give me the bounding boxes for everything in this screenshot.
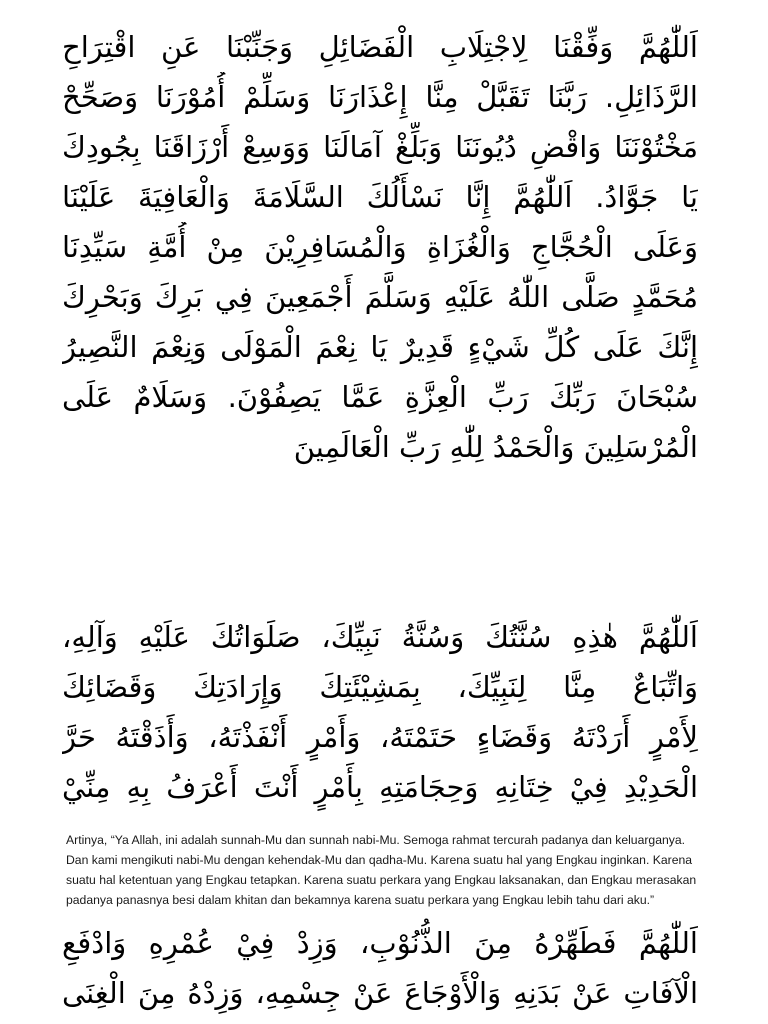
arabic-prayer-section-3: [62, 918, 698, 1018]
arabic-prayer-section-2: [62, 612, 698, 812]
arabic-line: اَللّٰهُمَّ فَطَهِّرْهُ مِنَ الذُّنُوْبِ، وَزِدْ فِيْ عُمْرِهِ وَادْفَعِ: [62, 926, 698, 960]
arabic-line: الْمُرْسَلِينَ وَالْحَمْدُ لِلّٰهِ رَبِّ الْعَالَمِينَ: [293, 430, 698, 464]
arabic-line: إِنَّكَ عَلَى كُلِّ شَيْءٍ قَدِيرٌ يَا نِعْمَ الْمَوْلَى وَنِعْمَ النَّصِيرُ: [62, 330, 698, 364]
arabic-line: مُحَمَّدٍ صَلَّى اللّٰهُ عَلَيْهِ وَسَلَّمَ أَجْمَعِينَ فِي بَرِكَ وَبَحْرِكَ: [62, 280, 698, 314]
arabic-line: اَللّٰهُمَّ هٰذِهِ سُنَّتُكَ وَسُنَّةُ نَبِيِّكَ، صَلَوَاتُكَ عَلَيْهِ وَآلِهِ،: [62, 620, 698, 654]
arabic-line: الرَّذَائِلِ. رَبَّنَا تَقَبَّلْ مِنَّا إِعْذَارَنَا وَسَلِّمْ أُمُوْرَنَا وَصَحِّحْ: [62, 80, 698, 114]
arabic-prayer-section-1: [62, 22, 698, 472]
arabic-line: يَا جَوَّادُ. اَللّٰهُمَّ إِنَّا نَسْأَلُكَ السَّلَامَةَ وَالْعَافِيَةَ عَلَيْنَا: [62, 180, 698, 214]
arabic-line: اَللّٰهُمَّ وَفِّقْنَا لِاجْتِلَابِ الْفَضَائِلِ وَجَنِّبْنَا عَنِ اقْتِرَاحِ: [62, 30, 698, 64]
arabic-line: وَاتِّبَاعٌ مِنَّا لِنَبِيِّكَ، بِمَشِيْئَتِكَ وَإِرَادَتِكَ وَقَضَائِكَ: [62, 670, 698, 704]
arabic-line: سُبْحَانَ رَبِّكَ رَبِّ الْعِزَّةِ عَمَّا يَصِفُوْنَ. وَسَلَامٌ عَلَى: [62, 380, 698, 414]
arabic-line: الْحَدِيْدِ فِيْ خِتَانِهِ وَحِجَامَتِهِ بِأَمْرٍ أَنْتَ أَعْرَفُ بِهِ مِنِّيْ: [62, 770, 698, 804]
arabic-line: وَعَلَى الْحُجَّاجِ وَالْغُزَاةِ وَالْمُسَافِرِيْنَ مِنْ أُمَّةِ سَيِّدِنَا: [62, 230, 698, 264]
arabic-line: لِأَمْرٍ أَرَدْتَهُ وَقَضَاءٍ حَتَمْتَهُ، وَأَمْرٍ أَنْفَذْتَهُ، وَأَذَقْتَهُ حَرَّ: [62, 720, 698, 754]
arabic-line: مَخْتُوْنَنَا وَاقْضِ دُيُونَنَا وَبَلِّغْ آمَالَنَا وَوَسِعْ أَرْزَاقَنَا بِجُودِكَ: [62, 130, 698, 164]
translation-paragraph: Artinya, “Ya Allah, ini adalah sunnah-Mu dan sunnah nabi-Mu. Semoga rahmat tercurah padanya dan keluarganya. Dan kami mengikuti nabi-Mu dengan kehendak-Mu dan qadha-Mu. Karena suatu hal yang Engkau inginkan. Karena suatu hal ketentuan yang Engkau tetapkan. Karena suatu perkara yang Engkau laksanakan, dan Engkau merasakan padanya panasnya besi dalam khitan dan bekamnya karena suatu perkara yang Engkau lebih tahu dari aku.”: [66, 833, 697, 908]
arabic-line: الْآفَاتِ عَنْ بَدَنِهِ وَالْأَوْجَاعَ عَنْ جِسْمِهِ، وَزِدْهُ مِنَ الْغِنَى: [62, 976, 698, 1010]
